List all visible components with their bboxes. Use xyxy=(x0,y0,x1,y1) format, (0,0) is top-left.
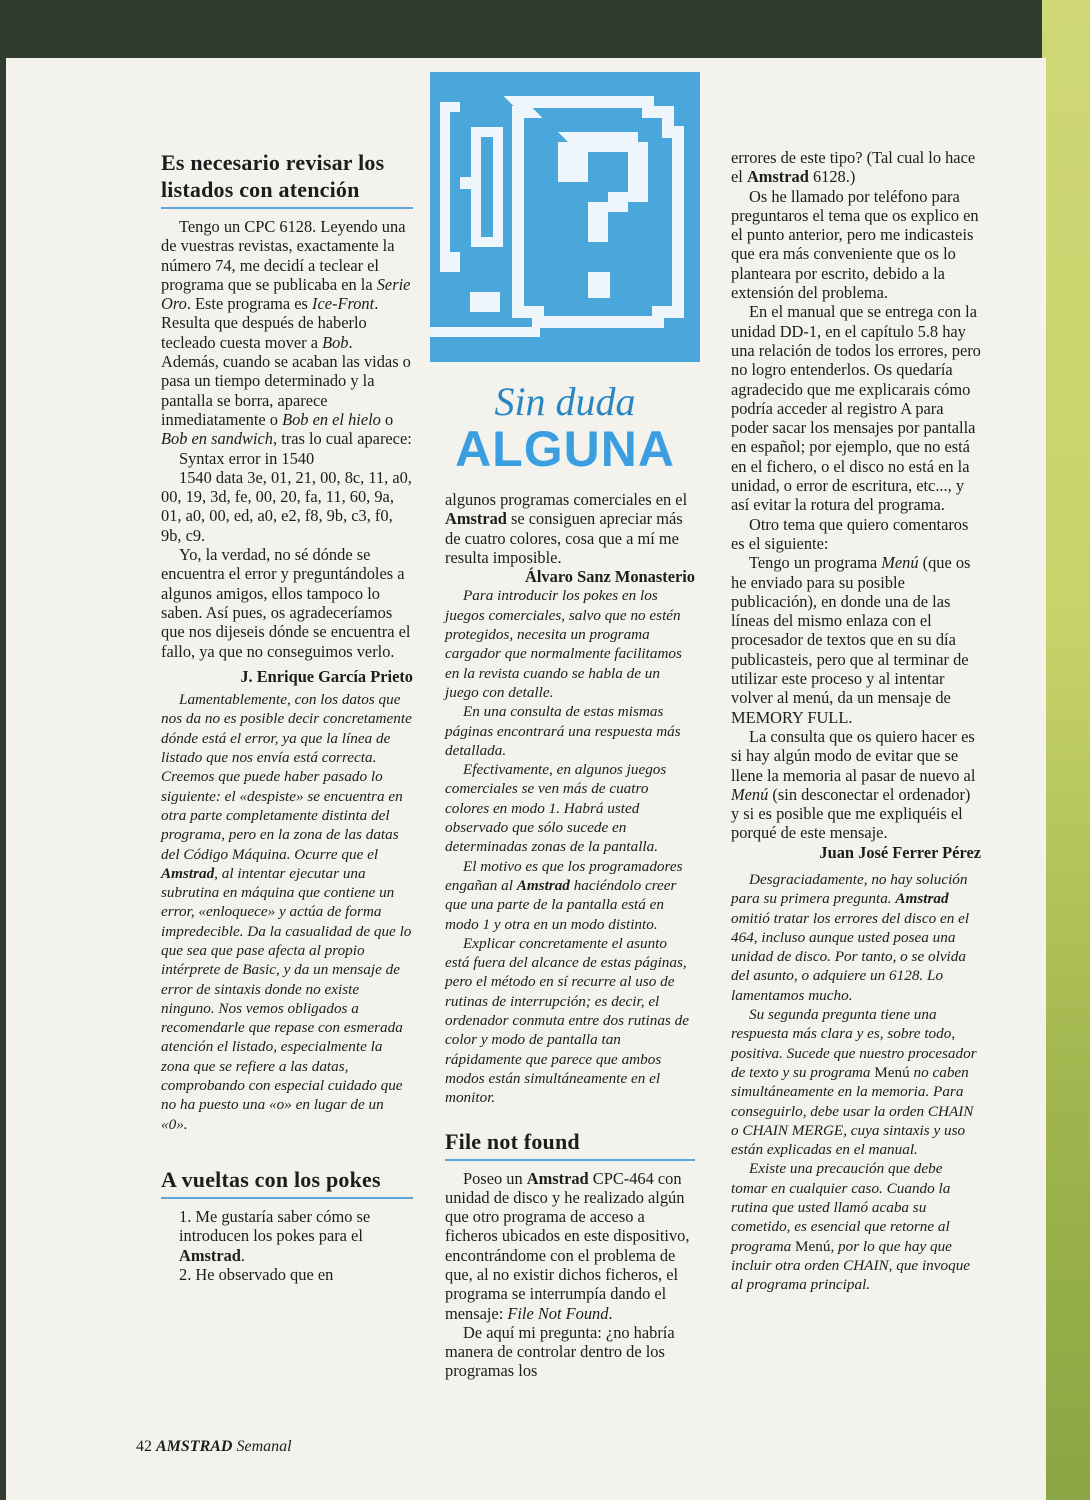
letter-paragraph: Otro tema que quiero comentaros es el siguiente: xyxy=(731,514,969,553)
signature: Álvaro Sanz Monasterio xyxy=(525,567,695,587)
letter-paragraph: Poseo un Amstrad CPC-464 con unidad de disco y he realizado algún que otro programa de acceso a ficheros ubicados en este dispositivo, encontrándome con el problema de que, al no existir dichos ficheros, el programa se interrumpía dando el mensaje: File Not Found. xyxy=(445,1168,690,1323)
letter-paragraph: En el manual que se entrega con la unidad DD-1, en el capítulo 5.8 hay una relación de todos los errores, pero no logro entenderlos. Os quedaría agradecido que me explicarais cómo podría acceder al registro A para poder sacar los mensajes por pantalla en español; por ejemplo, que no está en el fichero, o el disco no está en la unidad, o error de escritura, etc..., y así evitar la rotura del programa. xyxy=(731,302,981,515)
editor-reply: Lamentablemente, con los datos que nos da no es posible decir concretamente dónde está el error, ya que la línea de listado que nos envía está correcta. Creemos que puede haber pasado lo siguiente: el «despiste» se encuentra en otra parte completamente distinta del programa, pero en la zona de las datas del Código Máquina. Ocurre que el Amstrad, al intentar ejecutar una subrutina en máquina que contiene un error, «enloquece» y actúa de forma impredecible. Da la casualidad de que lo que sea que pase afecta al propio intérprete de Basic, y da un mensaje de error de sintaxis donde no existe ninguno. Nos vemos obligados a recomendarle que repase con esmerada atención el listado, especialmente la zona que se refiere a las datas, comprobando con especial cuidado que no ha puesto una «o» en lugar de un «0». xyxy=(161,691,412,1133)
letter-paragraph: Tengo un programa Menú (que os he enviado para su posible publicación), en donde una de las líneas del mismo enlaza con el procesador de textos que en su día publicasteis, pero que al terminar de utilizar este proceso y al intentar volver al menú, da un mensaje de MEMORY FULL. xyxy=(731,553,971,727)
signature: Juan José Ferrer Pérez xyxy=(819,842,981,862)
letter-paragraph: 2. He observado que en xyxy=(179,1264,334,1284)
article-heading: A vueltas con los pokes xyxy=(161,1166,413,1199)
signature: J. Enrique García Prieto xyxy=(240,666,413,686)
letter-paragraph: algunos programas comerciales en el Amstrad se consiguen apreciar más de cuatro colores, cosa que a mí me resulta imposible. xyxy=(445,490,688,567)
column-left xyxy=(161,149,413,1284)
letter-paragraph: 1. Me gustaría saber cómo se introducen los pokes para el Amstrad. xyxy=(179,1206,371,1265)
letter-paragraph: Os he llamado por teléfono para preguntaros el tema que os explico en el punto anterior, pero me indicasteis que era más conveniente que os lo planteara por escrito, debido a la extensión del problema. xyxy=(731,186,979,303)
magazine-subtitle: Semanal xyxy=(236,1438,292,1455)
section-title-line2: ALGUNA xyxy=(455,421,675,477)
letter-paragraph: Tengo un CPC 6128. Leyendo una de vuestras revistas, exactamente la número 74, me decidí a teclear el programa que se publicaba en la Serie Oro. Este programa es Ice-Front. Resulta que después de haberlo tecleado cuesta mover a Bob. Además, cuando se acaban las vidas o pasa un tiempo determinado y la pantalla se borra, aparece inmediatamente o Bob en el hielo o Bob en sandwich, tras lo cual aparece: xyxy=(161,217,412,449)
magazine-name: AMSTRAD xyxy=(156,1438,233,1455)
page-number: 42 xyxy=(136,1438,152,1455)
letter-paragraph: De aquí mi pregunta: ¿no habría manera de controlar dentro de los programas los xyxy=(445,1322,675,1381)
code-line: 1540 data 3e, 01, 21, 00, 8c, 11, a0, 00, 19, 3d, fe, 00, 20, fa, 11, 60, 9a, 01, a0, 00, ed, a0, e2, f8, 9b, c3, f0, 9b, c9. xyxy=(161,467,412,545)
page-edge xyxy=(1042,0,1090,1500)
code-line: Syntax error in 1540 xyxy=(179,448,315,468)
article-heading: File not found xyxy=(445,1128,695,1161)
letter-paragraph: La consulta que os quiero hacer es si hay algún modo de evitar que se llene la memoria al pasar de nuevo al Menú (sin desconectar el ordenador) y si es posible que me expliquéis el porqué de este mensaje. xyxy=(731,726,976,843)
section-title-line1: Sin duda xyxy=(494,379,636,424)
letter-paragraph: errores de este tipo? (Tal cual lo hace el Amstrad 6128.) xyxy=(731,148,976,187)
column-right xyxy=(731,148,981,1295)
editor-reply: Para introducir los pokes en los juegos comerciales, salvo que no estén protegidos, necesita un programa cargador que normalmente facilitamos en la revista cuando se habla de un juego con detalle. En una consulta de estas mismas páginas encontrará una respuesta más detallada. Efectivamente, en algunos juegos comerciales se ven más de cuatro colores en modo 1. Habrá usted observado que sólo sucede en determinadas zonas de la pantalla. El motivo es que los programadores engañan al Amstrad haciéndolo creer que una parte de la pantalla está en modo 1 y otra en un modo distinto. Explicar concretamente el asunto está fuera del alcance de estas páginas, pero el método en sí recurre al uso de rutinas de interrupción; es decir, el ordenador conmuta entre dos rutinas de color y modo de pantalla tan rápidamente que parece que ambos modos están simultáneamente en el monitor. xyxy=(445,587,689,1107)
letter-paragraph: Yo, la verdad, no sé dónde se encuentra el error y preguntándoles a algunos amigos, ellos tampoco lo saben. Así pues, os agradeceríamos que nos dijeseis dónde se encuentra el fallo, ya que no conseguimos verlo. xyxy=(161,545,411,661)
page-footer xyxy=(136,1438,292,1456)
article-heading: Es necesario revisar los listados con atención xyxy=(161,149,413,209)
question-mark-icon xyxy=(430,72,700,362)
column-middle xyxy=(445,490,695,1381)
editor-reply: Desgraciadamente, no hay solución para su primera pregunta. Amstrad omitió tratar los errores del disco en el 464, incluso aunque usted posea una unidad de disco. Por tanto, o se olvida del asunto, o adquiere un 6128. Lo lamentamos mucho. Su segunda pregunta tiene una respuesta más clara y es, sobre todo, positiva. Sucede que nuestro procesador de texto y su programa Menú no caben simultáneamente en la memoria. Para conseguirlo, debe usar la orden CHAIN o CHAIN MERGE, cuya sintaxis y uso están explicadas en el manual. Existe una precaución que debe tomar en cualquier caso. Cuando la rutina que usted llamó acaba su cometido, es esencial que retorne al programa Menú, por lo que hay que incluir otra orden CHAIN, que invoque al programa principal. xyxy=(731,870,977,1294)
